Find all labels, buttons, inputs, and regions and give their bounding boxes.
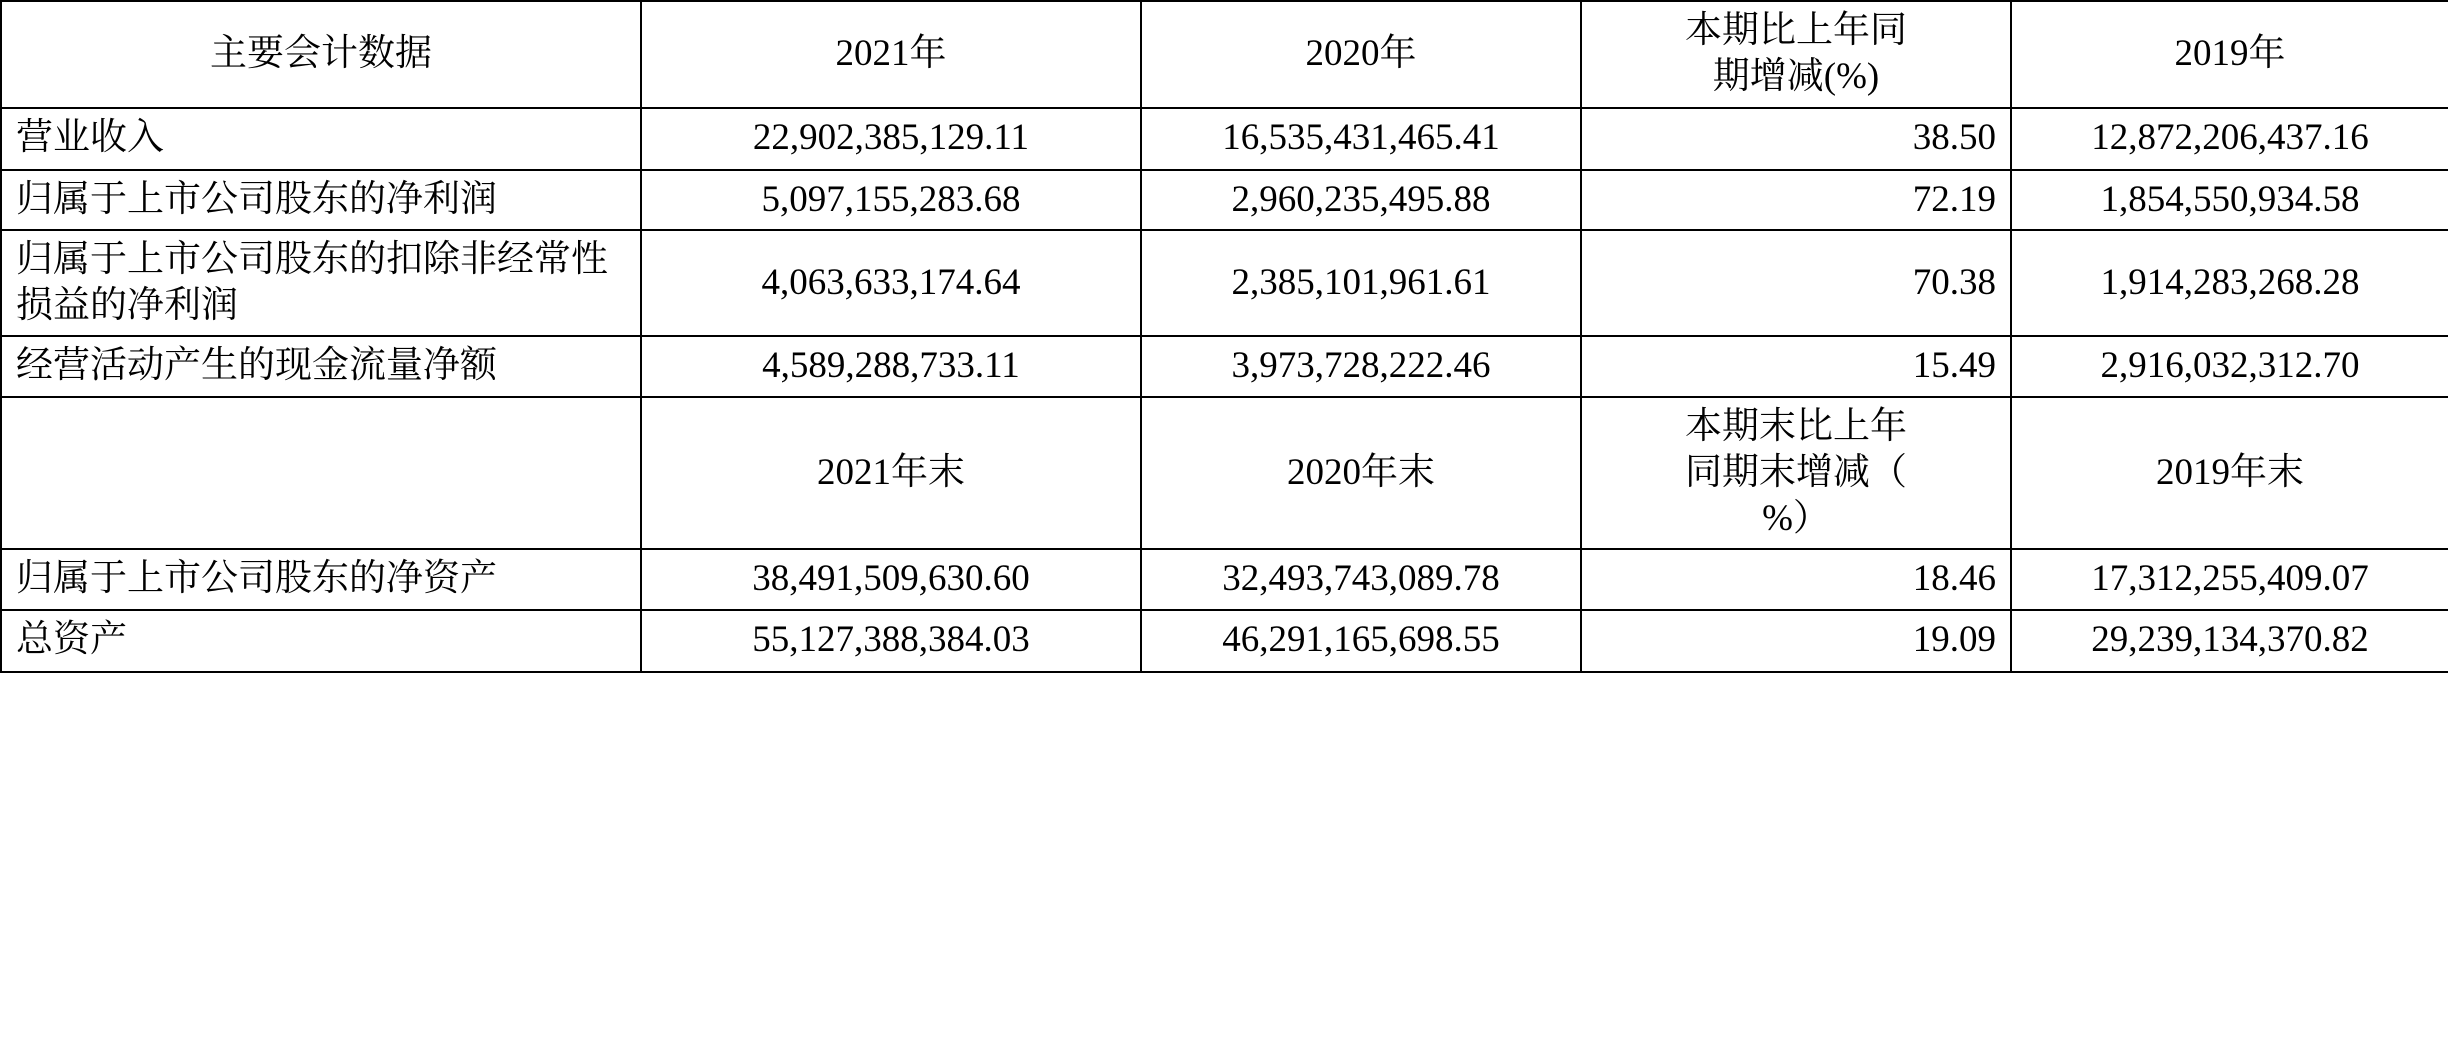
header-change	[1581, 1, 2011, 108]
table-row	[1, 610, 2448, 672]
cell-2020: 2,385,101,961.61	[1141, 230, 1581, 337]
table-row	[1, 170, 2448, 230]
cell-2020: 32,493,743,089.78	[1141, 549, 1581, 609]
header-2019: 2019年	[2011, 1, 2448, 108]
row-label: 归属于上市公司股东的净资产	[1, 549, 641, 609]
row-label: 归属于上市公司股东的净利润	[1, 170, 641, 230]
cell-2019: 1,854,550,934.58	[2011, 170, 2448, 230]
cell-2021: 38,491,509,630.60	[641, 549, 1141, 609]
cell-2021: 4,589,288,733.11	[641, 336, 1141, 396]
cell-2019: 2,916,032,312.70	[2011, 336, 2448, 396]
header-2021: 2021年	[641, 1, 1141, 108]
cell-change: 72.19	[1581, 170, 2011, 230]
cell-2019: 12,872,206,437.16	[2011, 108, 2448, 170]
cell-2019: 1,914,283,268.28	[2011, 230, 2448, 337]
header-change-line1: 本期比上年同	[1685, 10, 1907, 51]
cell-change: 19.09	[1581, 610, 2011, 672]
row-label: 归属于上市公司股东的扣除非经常性损益的净利润	[1, 230, 641, 337]
cell-change: 18.46	[1581, 549, 2011, 609]
cell-2020: 16,535,431,465.41	[1141, 108, 1581, 170]
cell-2020: 2,960,235,495.88	[1141, 170, 1581, 230]
table-row	[1, 230, 2448, 337]
subheader-2021: 2021年末	[641, 397, 1141, 550]
header-main-label: 主要会计数据	[1, 1, 641, 108]
cell-change: 70.38	[1581, 230, 2011, 337]
cell-2021: 4,063,633,174.64	[641, 230, 1141, 337]
table-header-row	[1, 1, 2448, 108]
cell-2020: 46,291,165,698.55	[1141, 610, 1581, 672]
cell-change: 15.49	[1581, 336, 2011, 396]
table-row	[1, 108, 2448, 170]
table-row	[1, 336, 2448, 396]
subheader-change	[1581, 397, 2011, 550]
subheader-2020: 2020年末	[1141, 397, 1581, 550]
cell-2021: 55,127,388,384.03	[641, 610, 1141, 672]
header-change-line2: 期增减(%)	[1712, 56, 1880, 98]
cell-2021: 22,902,385,129.11	[641, 108, 1141, 170]
row-label: 营业收入	[1, 108, 641, 170]
subheader-change-line2: 同期末增减（	[1685, 451, 1907, 493]
subheader-empty-label	[1, 397, 641, 550]
cell-change: 38.50	[1581, 108, 2011, 170]
subheader-change-line1: 本期末比上年	[1685, 405, 1907, 447]
subheader-change-line3: %）	[1762, 498, 1830, 539]
table-row	[1, 549, 2448, 609]
row-label: 总资产	[1, 610, 641, 672]
cell-2021: 5,097,155,283.68	[641, 170, 1141, 230]
cell-2019: 29,239,134,370.82	[2011, 610, 2448, 672]
row-label: 经营活动产生的现金流量净额	[1, 336, 641, 396]
table-subheader-row	[1, 397, 2448, 550]
subheader-2019: 2019年末	[2011, 397, 2448, 550]
cell-2019: 17,312,255,409.07	[2011, 549, 2448, 609]
cell-2020: 3,973,728,222.46	[1141, 336, 1581, 396]
header-2020: 2020年	[1141, 1, 1581, 108]
